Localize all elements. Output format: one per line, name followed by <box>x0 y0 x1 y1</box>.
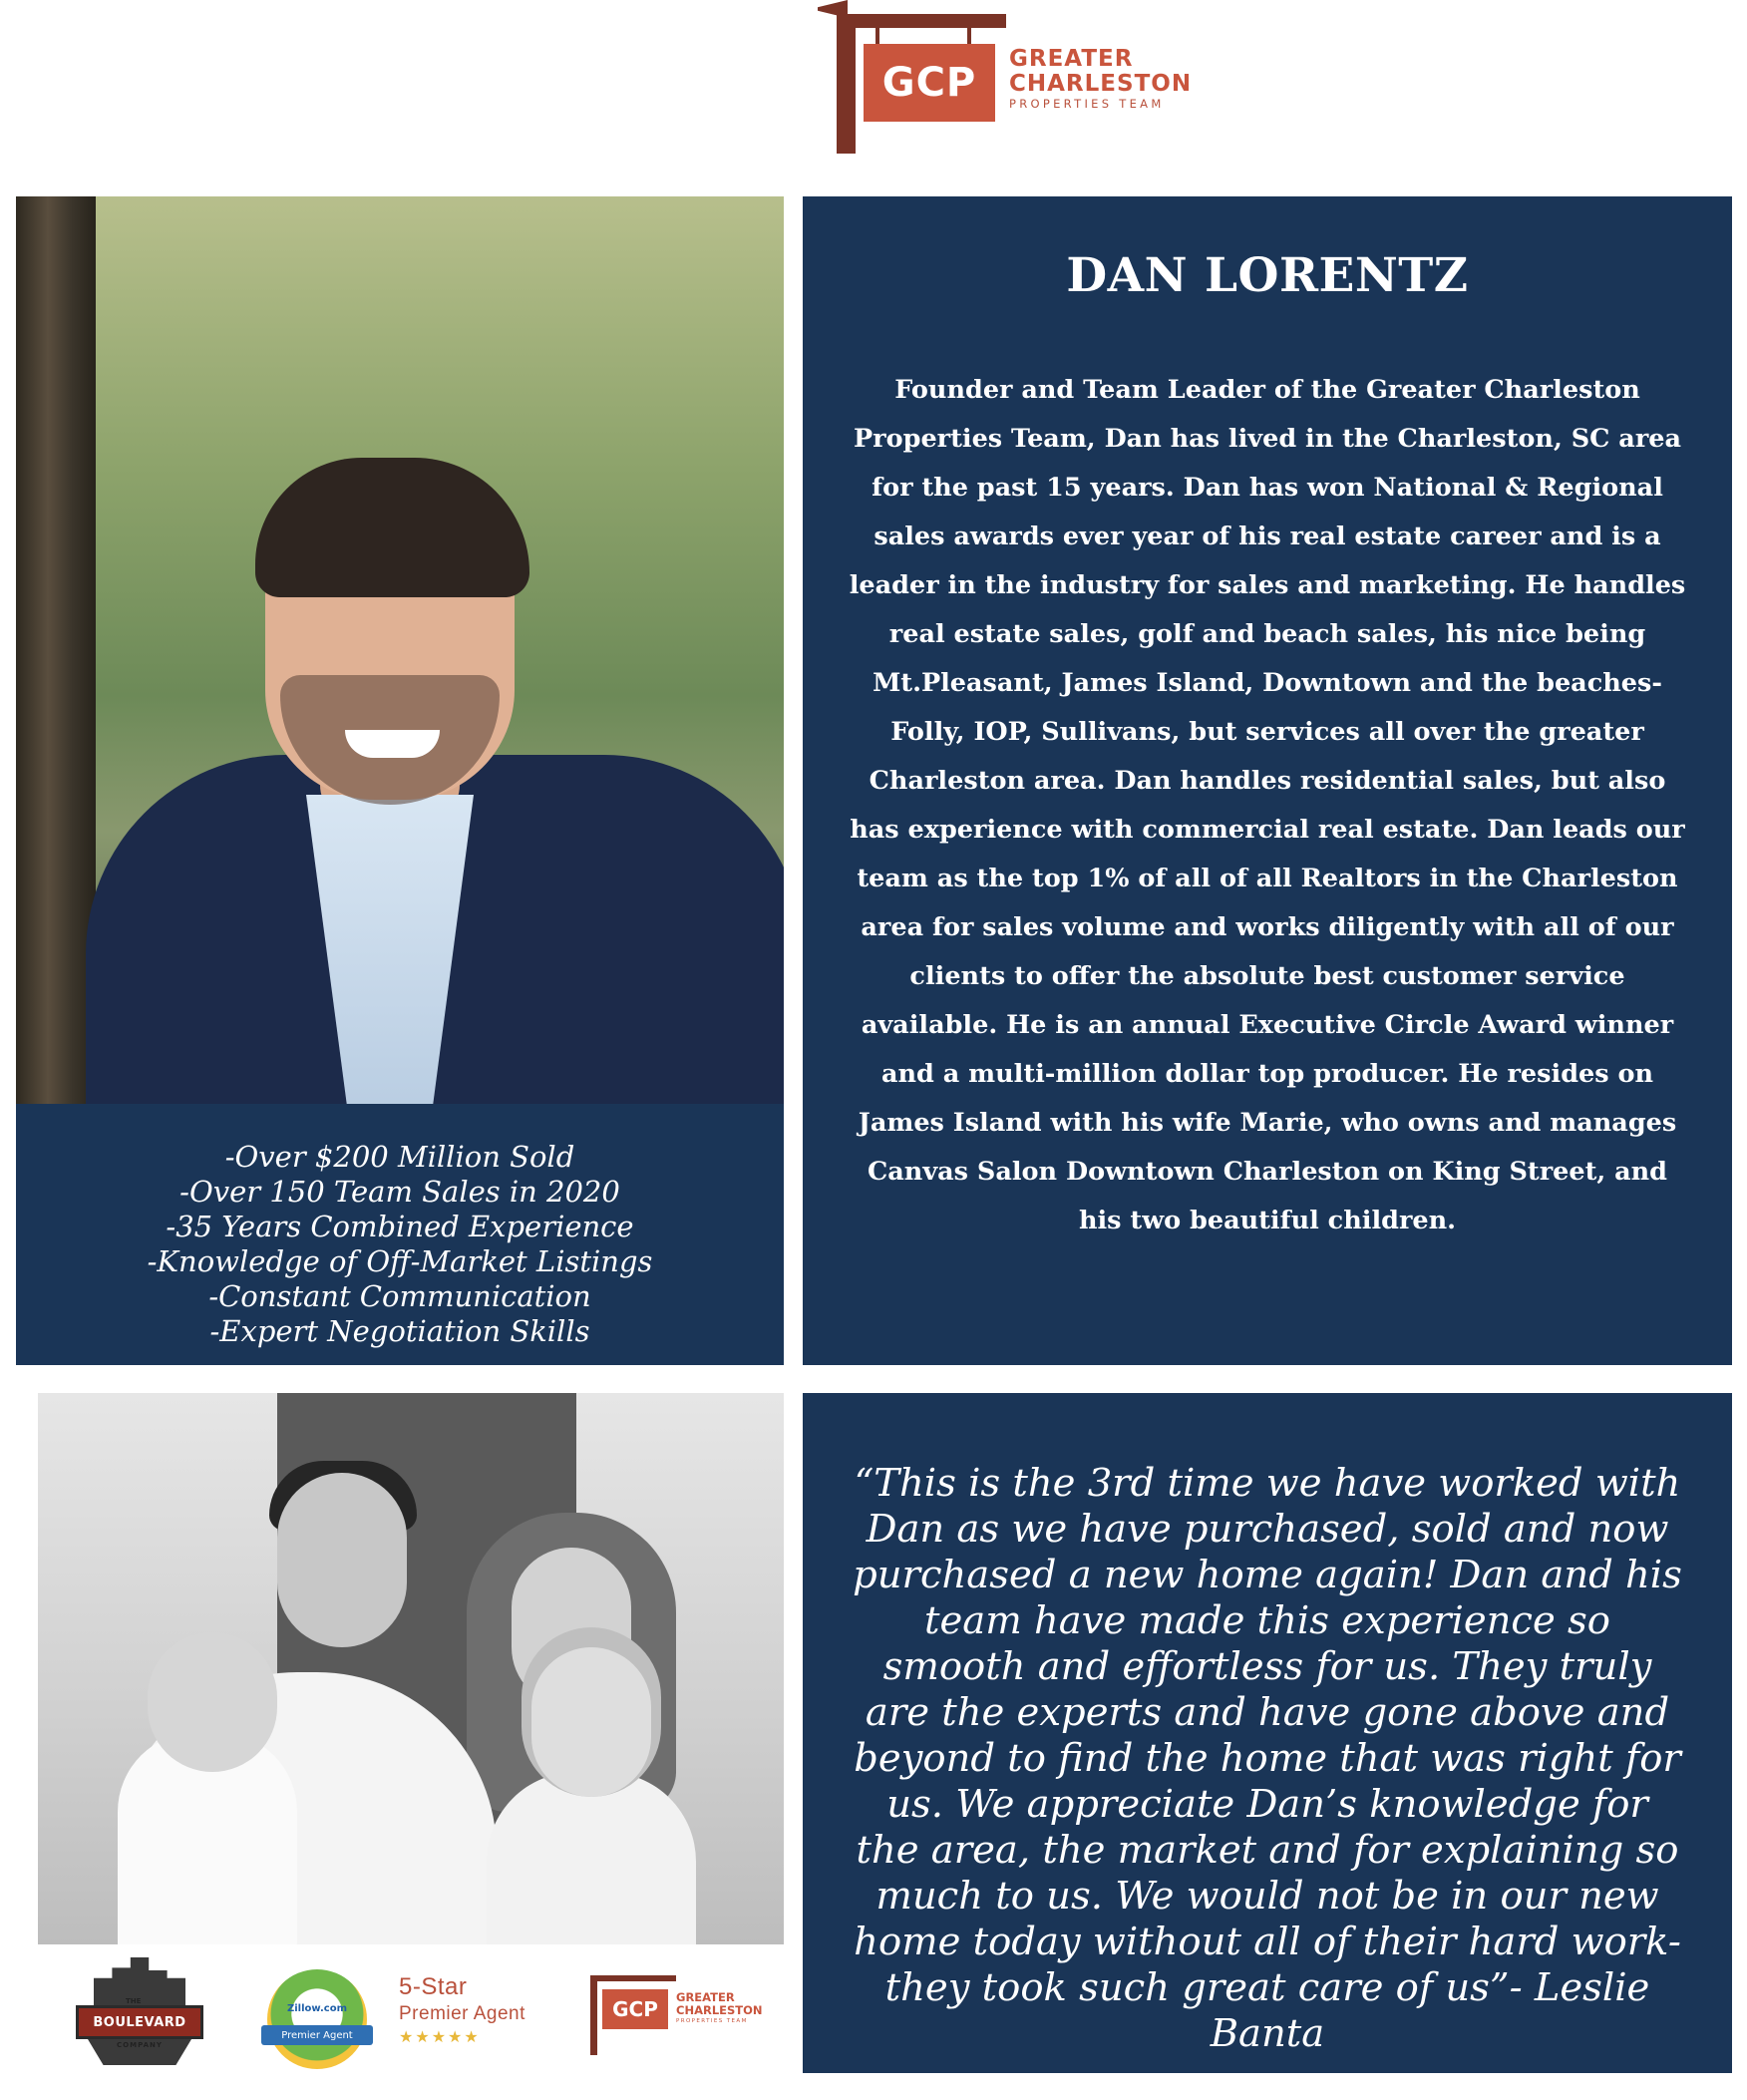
testimonial-quote: “This is the 3rd time we have worked with Dan as we have purchased, sold and now purchased a new home again! Dan and his team have made this experience so smooth and effortless for us. They truly are the experts and have gone above and beyond to find the home that was right for us. We appreciate Dan’s knowledge for the area, the market and for explaining so much to us. We would not be in our new home today without all of their hard work-they took such great care of us”- Leslie Banta <box>853 1461 1682 2056</box>
highlight-item: -35 Years Combined Experience <box>166 1210 634 1243</box>
agent-portrait-photo <box>16 196 784 1104</box>
highlight-item: -Over 150 Team Sales in 2020 <box>179 1175 620 1209</box>
brand-line-2: CHARLESTON <box>1009 71 1193 97</box>
badges-row <box>38 1949 784 2079</box>
zillow-premier-agent-badge <box>267 1969 367 2069</box>
boulevard-company-logo: BOULEVARD THE COMPANY <box>76 1957 203 2072</box>
highlight-item: -Expert Negotiation Skills <box>209 1314 590 1348</box>
star-rating-icon: ★★★★★ <box>399 2029 481 2046</box>
brand-line-1: GREATER <box>1009 46 1134 72</box>
sign-post-arm <box>837 14 1006 28</box>
testimonial-panel <box>803 1393 1732 2073</box>
family-photo <box>38 1393 784 1944</box>
bio-panel <box>803 196 1732 1365</box>
brand-line-3: PROPERTIES TEAM <box>1009 97 1165 111</box>
premier-line-2: Premier Agent <box>399 2003 525 2024</box>
zillow-name: Zillow.com <box>286 2003 348 2014</box>
header-logo <box>818 0 1207 160</box>
highlight-item: -Constant Communication <box>208 1279 591 1313</box>
sign-post <box>837 14 856 154</box>
logo-mark: GCP <box>864 44 995 122</box>
five-star-premier-agent <box>399 1973 525 2047</box>
brand-name <box>1009 48 1192 111</box>
footer-logo <box>584 1971 784 2055</box>
zillow-ribbon: Premier Agent <box>261 2025 373 2045</box>
highlights-panel <box>16 1104 784 1365</box>
footer-logo-mark: GCP <box>602 1989 668 2029</box>
highlight-item: -Knowledge of Off-Market Listings <box>147 1244 653 1278</box>
highlights-list <box>16 1104 784 1349</box>
footer-brand: GREATER CHARLESTON PROPERTIES TEAM <box>676 1990 763 2024</box>
boulevard-banner: BOULEVARD <box>76 2005 203 2039</box>
agent-name: DAN LORENTZ <box>1066 248 1469 303</box>
agent-bio: Founder and Team Leader of the Greater Charleston Properties Team, Dan has lived in the Charleston, SC area for the past 15 years. Dan has won National & Regional sales awards ever year of his real estate career and is a leader in the industry for sales and marketing. He handles real estate sales, golf and beach sales, his nice being Mt.Pleasant, James Island, Downtown and the beaches- Folly, IOP, Sullivans, but services all over the greater Charleston area. Dan handles residential sales, but also has experience with commercial real estate. Dan leads our team as the top 1% of all of all Realtors in the Charleston area for sales volume and works diligently with all of our clients to offer the absolute best customer service available. He is an annual Executive Circle Award winner and a multi-million dollar top producer. He resides on James Island with his wife Marie, who owns and manages Canvas Salon Downtown Charleston on King Street, and his two beautiful children. <box>849 375 1686 1235</box>
premier-line-1: 5-Star <box>399 1973 468 2000</box>
highlight-item: -Over $200 Million Sold <box>224 1140 575 1174</box>
